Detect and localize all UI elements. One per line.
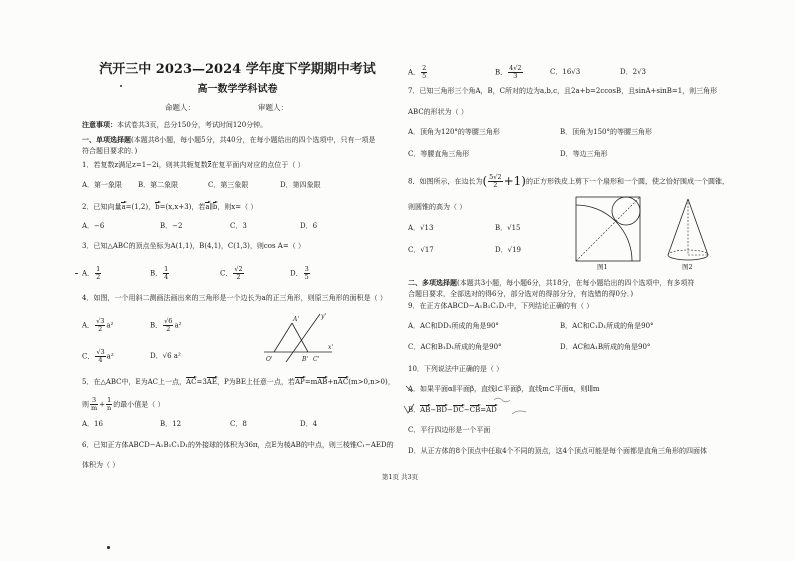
fraction-5sqrt2-over-2 <box>488 174 502 189</box>
fraction <box>163 266 169 281</box>
square-sheet <box>576 197 640 261</box>
label-a: A' <box>293 316 299 323</box>
option-label: A． <box>82 321 95 330</box>
question-1 <box>82 161 305 170</box>
section2-line1: (本题共3小题，每小题6分，共18分，在每小题给出的四个选项中，有多项符 <box>457 279 695 287</box>
fraction <box>233 266 243 281</box>
denominator: 2 <box>96 273 101 281</box>
q2-option-c: C．3 <box>230 222 247 230</box>
section1-label: 一、单项选择题 <box>82 135 131 144</box>
option-label: A． <box>408 68 421 77</box>
q5-seg3: =m <box>304 378 318 386</box>
q1-option-c: C．第三象限 <box>208 181 249 189</box>
vector-ap: AP <box>294 378 305 386</box>
fraction <box>95 349 105 364</box>
vector-ab: AB <box>317 378 328 386</box>
option-tail: a² <box>106 352 114 361</box>
q2-option-b: B．−2 <box>160 222 183 230</box>
equals-sign: = <box>480 406 487 414</box>
q4-oblique-triangle-figure <box>262 308 336 364</box>
q3-option-a <box>82 266 102 281</box>
figure-1-label: 图1 <box>597 263 608 271</box>
q8-option-d: D．√19 <box>495 246 521 254</box>
vector-b: b <box>212 203 218 211</box>
q6-option-a <box>408 65 428 80</box>
question-8-line2: 则圆锥的高为（ ） <box>408 203 467 211</box>
q9-option-b: B．AC和C₁D₁所成的角是90° <box>560 322 654 330</box>
denominator: 5 <box>304 273 309 281</box>
section1-heading <box>82 135 376 145</box>
question-7-line2: ABC的形状为（ ） <box>408 108 468 116</box>
numerator: 2 <box>422 64 427 72</box>
pencil-scribble <box>512 411 526 414</box>
q10-option-d: D．从正方体的8个顶点中任取4个不同的顶点，这4个顶点可能是每个面都是直角三角形的四面体 <box>408 447 707 455</box>
question-3: 3．已知△ABC的顶点坐标为A(1,1)，B(4,1)，C(1,3)，则cos A=（ ） <box>82 242 305 250</box>
denominator: m <box>91 404 98 412</box>
fraction <box>304 266 310 281</box>
question-6-line1: 6．已知正方体ABCD−A₁B₁C₁D₁的外接球的体积为36π，点E为棱AB的中点，则三棱锥C₁−AED的 <box>82 441 394 449</box>
q8-option-c: C．√17 <box>408 246 434 254</box>
fraction <box>508 65 522 80</box>
q5-seg5: (m>0,n>0)， <box>348 378 395 386</box>
vector-ac: AC <box>337 378 349 386</box>
q5-seg4: +n <box>327 378 338 386</box>
q2-seg3: ∥ <box>209 203 213 211</box>
notice-text: 本试卷共3页，总分150分，考试时间120分钟。 <box>117 121 268 129</box>
q7-option-d: D．等边三角形 <box>560 150 608 158</box>
q2-seg4: ，则x=（ ） <box>217 203 258 211</box>
q10-option-a: A．如果平面α∥平面β，直线l⊂平面β，直线m⊂平面α，则l∥m <box>408 385 600 393</box>
minus-sign: − <box>463 406 470 414</box>
q3-option-d <box>290 266 311 281</box>
handwritten-annotation <box>402 380 542 424</box>
option-value: 2√3 <box>632 68 646 76</box>
q6-option-b <box>495 65 524 80</box>
label-c: C' <box>313 356 320 363</box>
section1-line1: (本题共8小题，每小题5分，共40分，在每小题给出的四个选项中，只有一项是 <box>131 136 376 144</box>
question-5-line1 <box>82 377 395 387</box>
denominator: 2 <box>98 325 103 333</box>
q8-text-pre: 8．如图所示，在边长为 <box>408 177 483 186</box>
exam-subtitle: 高一数学学科试卷 <box>197 84 278 95</box>
fraction <box>95 318 105 333</box>
numerator: 3 <box>90 397 98 405</box>
plus-sign: + <box>99 400 106 409</box>
author-label: 命题人： <box>165 103 195 112</box>
q4-option-a <box>82 318 113 333</box>
numerator: 3 <box>304 265 309 273</box>
question-7-line1: 7．已知三角形三个角A，B，C所对的边为a,b,c，且2a+b=2ccosB，且sinA+sinB=1，则三角形 <box>408 87 718 95</box>
denominator: 4 <box>98 356 103 364</box>
denominator: 4 <box>164 273 169 281</box>
q2-seg1: =(1,2)， <box>125 203 156 211</box>
section2-line2: 合题目要求，全部选对的得6分，部分选对的得部分分，有选错的得0分．) <box>408 290 634 298</box>
close-paren: +1) <box>503 174 526 188</box>
fraction <box>95 266 101 281</box>
q5-seg2: ，P为BE上任意一点，若 <box>216 378 295 386</box>
option-value: √6 a² <box>162 352 181 360</box>
question-6-line2: 体积为（ ） <box>82 461 120 469</box>
q9-option-a: A．AC和DD₁所成的角是90° <box>408 322 499 330</box>
vector-cb: CB <box>469 406 481 414</box>
question-5-line2 <box>82 397 164 412</box>
open-paren: ( <box>482 174 488 188</box>
q3-option-b <box>150 266 170 281</box>
numerator: √6 <box>164 317 173 325</box>
cone-base-front <box>668 255 708 260</box>
minus-sign: − <box>447 406 453 414</box>
q9-option-c: C．AC和B₁D₁所成的角是90° <box>408 343 502 351</box>
y-axis-line <box>286 314 320 362</box>
section2-heading <box>408 278 695 288</box>
q5-option-b: B．12 <box>160 420 182 428</box>
numerator: 1 <box>164 265 169 273</box>
vector-ad: AD <box>486 406 497 414</box>
q7-option-b: B．顶角为150°的等腰三角形 <box>560 128 653 136</box>
cone-right-edge <box>688 199 708 255</box>
q5-option-d: D．4 <box>300 420 318 428</box>
pencil-stroke <box>406 386 412 392</box>
diagonal-dashed-line <box>576 197 640 261</box>
q8-text-post: 的正方形铁皮上剪下一个扇形和一个圆，使之恰好围成一个圆锥， <box>525 177 729 186</box>
numerator: 5√2 <box>489 173 502 181</box>
q1-option-b: B．第二象限 <box>138 181 179 189</box>
vector-bd: BD <box>436 406 447 414</box>
option-label: D． <box>150 352 163 360</box>
option-tail: a² <box>174 321 182 330</box>
numerator: √3 <box>96 348 105 356</box>
q8-option-a: A．√13 <box>408 224 434 232</box>
numerator: √2 <box>234 265 243 273</box>
denominator: 2 <box>166 325 171 333</box>
q4-option-c <box>82 349 114 364</box>
option-label: B． <box>408 406 421 414</box>
scan-speck <box>75 273 78 274</box>
q5-line2-post: 的最小值是（ ） <box>113 400 165 409</box>
vector-ab: AB <box>420 406 431 414</box>
option-label: B． <box>150 321 163 330</box>
vector-dc: DC <box>452 406 464 414</box>
q1-text-post: 在复平面内对应的点位于（ ） <box>211 161 305 169</box>
numerator: 1 <box>96 265 101 273</box>
label-y: y' <box>321 313 327 320</box>
q2-seg2: =(x,x+3)，若 <box>159 203 206 211</box>
fraction <box>163 318 173 333</box>
page-footer: 第1页 共3页 <box>381 473 419 481</box>
q10-option-c: C．平行四边形是一个平面 <box>408 426 491 434</box>
denominator: 5 <box>422 72 427 80</box>
fraction <box>421 65 427 80</box>
q6-option-c <box>550 68 580 77</box>
q5-text-pre: 5．在△ABC中，E为AC上一点， <box>82 378 187 386</box>
q5-seg1: =3 <box>196 378 207 386</box>
q1-option-a: A．第一象限 <box>82 181 123 189</box>
question-2 <box>82 202 257 212</box>
q1-option-d: D．第四象限 <box>280 181 321 189</box>
denominator: 2 <box>493 181 498 189</box>
q5-option-c: C．8 <box>230 420 247 428</box>
denominator: 2 <box>236 273 241 281</box>
q2-option-d: D．6 <box>300 222 318 230</box>
triangle-side-oa <box>274 323 292 352</box>
numerator: 1 <box>107 396 112 404</box>
vector-ae: AE <box>206 378 217 386</box>
q4-option-b <box>150 318 181 333</box>
q6-option-d <box>620 68 646 77</box>
option-label: B． <box>495 68 508 77</box>
q1-text-pre: 1．若复数z满足z=1−2i，则其共轭复数 <box>82 161 208 169</box>
vector-ac: AC <box>186 378 197 386</box>
option-label: C． <box>550 68 563 76</box>
q7-option-a: A．顶角为120°的等腰三角形 <box>408 128 500 136</box>
vector-b: b <box>155 203 160 211</box>
option-label: C． <box>82 352 95 361</box>
label-b: B' <box>302 356 309 363</box>
notice-label: 注意事项： <box>82 120 117 129</box>
option-value: 16√3 <box>562 68 581 76</box>
label-x: x' <box>328 344 334 351</box>
question-4: 4．如图，一个用斜二测画法画出来的三角形是一个边长为a的正三角形，则原三角形的面积是（ ） <box>82 294 387 302</box>
q5-option-a: A．16 <box>82 420 103 428</box>
q2-option-a: A．−6 <box>82 222 105 230</box>
exam-title: 汽开三中 2023—2024 学年度下学期期中考试 <box>99 62 376 77</box>
numerator: 4√2 <box>509 64 522 72</box>
pencil-scribble <box>494 398 510 402</box>
fraction-1-over-n <box>106 397 112 412</box>
figure-2-label: 图2 <box>682 263 693 271</box>
q5-line2-pre: 则 <box>82 400 89 409</box>
denominator: n <box>107 404 112 412</box>
q8-figures <box>570 195 730 263</box>
q8-option-b: B．√15 <box>495 224 521 232</box>
question-9: 9．在正方体ABCD−A₁B₁C₁D₁中，下列结论正确的有（ ） <box>408 302 594 310</box>
q2-text-pre: 2．已知向量 <box>82 203 122 211</box>
scan-speck <box>120 85 122 87</box>
q3-option-c <box>220 266 245 281</box>
pencil-check-mark <box>404 404 414 413</box>
denominator: 3 <box>513 72 518 80</box>
q1-conjugate-z: z <box>207 161 212 169</box>
question-10: 10．下列说法中正确的是（ ） <box>408 365 504 373</box>
option-label: C． <box>220 269 233 278</box>
label-o: O' <box>266 356 273 363</box>
triangle-side-ab <box>292 323 308 352</box>
scan-speck <box>107 546 110 549</box>
section1-line2: 符合题目要求的．) <box>82 147 138 155</box>
reviewer-label: 审题人： <box>258 103 288 112</box>
notice <box>82 120 267 130</box>
fraction-3-over-m <box>90 397 98 412</box>
section2-label: 二、多项选择题 <box>408 278 457 287</box>
numerator: √3 <box>96 317 105 325</box>
vector-a: a <box>205 203 210 211</box>
q4-option-d <box>150 352 181 361</box>
minus-sign: − <box>430 406 437 414</box>
cone-left-edge <box>668 199 688 255</box>
vector-a: a <box>121 203 126 211</box>
option-label: D． <box>620 68 633 76</box>
option-tail: a² <box>106 321 114 330</box>
q7-option-c: C．等腰直角三角形 <box>408 150 470 158</box>
q9-option-d: D．AC和A₁B所成的角是90° <box>560 343 651 351</box>
question-8-line1 <box>408 174 729 189</box>
option-label: A． <box>82 269 95 278</box>
option-label: D． <box>290 269 303 278</box>
option-label: B． <box>150 269 163 278</box>
